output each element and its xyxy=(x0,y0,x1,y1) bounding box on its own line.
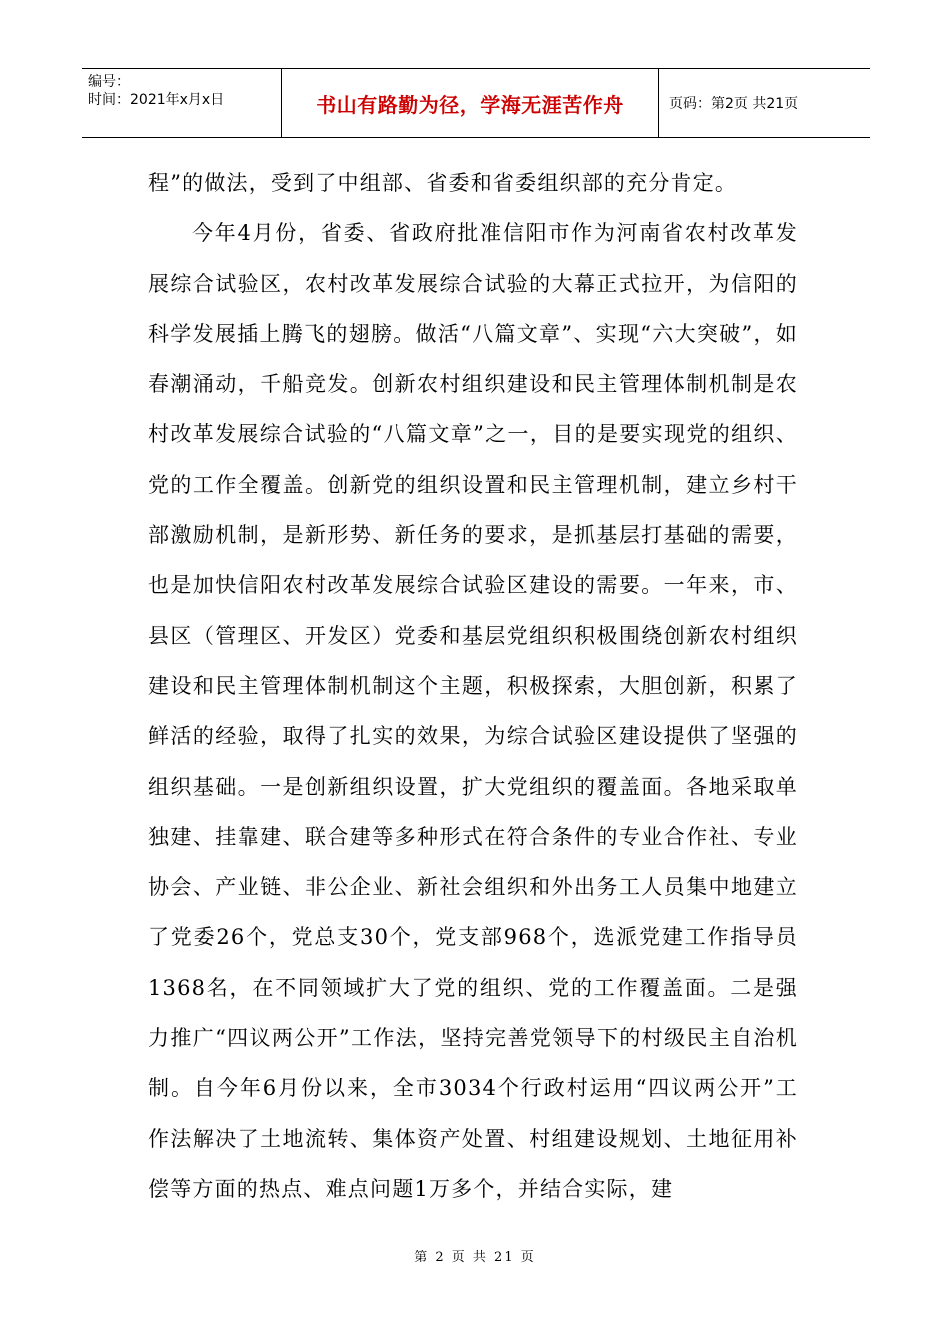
document-body xyxy=(148,158,798,1214)
header-meta-cell xyxy=(82,69,282,137)
paragraph-continued: 程”的做法，受到了中组部、省委和省委组织部的充分肯定。 xyxy=(148,171,738,195)
document-number-label: 编号： xyxy=(88,74,130,90)
page-footer: 第 2 页 共 21 页 xyxy=(414,1250,536,1265)
header-motto: 书山有路勤为径，学海无涯苦作舟 xyxy=(282,69,659,137)
document-time-label: 时间：2021年x月x日 xyxy=(88,92,225,108)
page-header xyxy=(82,68,870,138)
header-page-number: 页码：第2页 共21页 xyxy=(669,96,799,112)
paragraph-main: 今年4月份，省委、省政府批准信阳市作为河南省农村改革发展综合试验区，农村改革发展综合试验的大幕正式拉开，为信阳的科学发展插上腾飞的翅膀。做活“八篇文章”、实现“六大突破”，如春潮涌动，千船竞发。创新农村组织建设和民主管理体制机制是农村改革发展综合试验的“八篇文章”之一，目的是要实现党的组织、党的工作全覆盖。创新党的组织设置和民主管理机制，建立乡村干部激励机制，是新形势、新任务的要求，是抓基层打基础的需要，也是加快信阳农村改革发展综合试验区建设的需要。一年来，市、县区（管理区、开发区）党委和基层党组织积极围绕创新农村组织建设和民主管理体制机制这个主题，积极探索，大胆创新，积累了鲜活的经验，取得了扎实的效果，为综合试验区建设提供了坚强的组织基础。一是创新组织设置，扩大党组织的覆盖面。各地采取单独建、挂靠建、联合建等多种形式在符合条件的专业合作社、专业协会、产业链、非公企业、新社会组织和外出务工人员集中地建立了党委26个，党总支30个，党支部968个，选派党建工作指导员1368名，在不同领域扩大了党的组织、党的工作覆盖面。二是强力推广“四议两公开”工作法，坚持完善党领导下的村级民主自治机制。自今年6月份以来，全市3034个行政村运用“四议两公开”工作法解决了土地流转、集体资产处置、村组建设规划、土地征用补偿等方面的热点、难点问题1万多个，并结合实际，建 xyxy=(148,221,798,1201)
